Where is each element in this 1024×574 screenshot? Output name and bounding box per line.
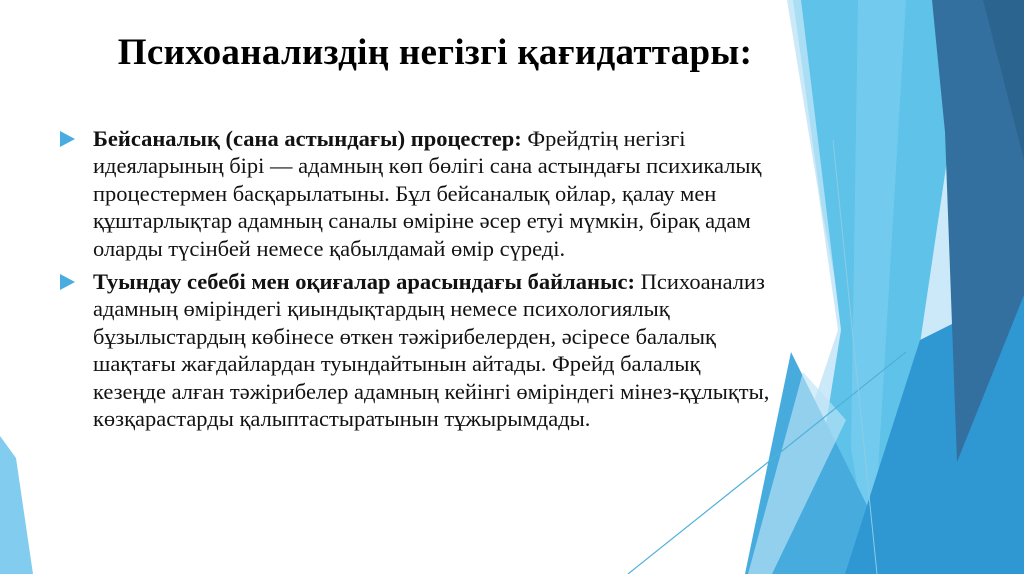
slide-body — [60, 125, 770, 438]
bottom-left-wedge — [0, 436, 33, 574]
bullet-lead-text: Бейсаналық (сана астындағы) процестер: — [93, 126, 522, 151]
bullet-triangle-icon — [60, 131, 75, 147]
bullet-body-text: Фрейдтің негізгі идеяларының бірі — адамның көп бөлігі сана астындағы психикалық процестермен басқарылатыны. Бұл бейсаналық ойлар, қалау мен құштарлықтар адамның саналы өміріне әсер етуі мүмкін, бірақ адам оларды түсінбей немесе қабылдамай өмір сүреді. — [93, 126, 762, 261]
bullet-triangle-icon — [60, 274, 75, 290]
bullet-item — [60, 268, 770, 432]
slide-title: Психоанализдің негізгі қағидаттары: — [117, 32, 753, 73]
bullet-lead-text: Туындау себебі мен оқиғалар арасындағы байланыс: — [93, 269, 636, 295]
bullet-item — [60, 125, 770, 262]
bullet-body-text: Психоанализ адамның өміріндегі қиындықтардың немесе психологиялық бұзылыстардың көбінесе өткен тәжірибелерден, әсіресе балалық шақтағы жағдайлардан туындайтынын айтады. Фрейд балалық кезеңде алған тәжірибелер адамның кейінгі өміріндегі мінез-құлықты, көзқарастарды қалыптастыратынын тұжырымдады. — [93, 269, 770, 432]
